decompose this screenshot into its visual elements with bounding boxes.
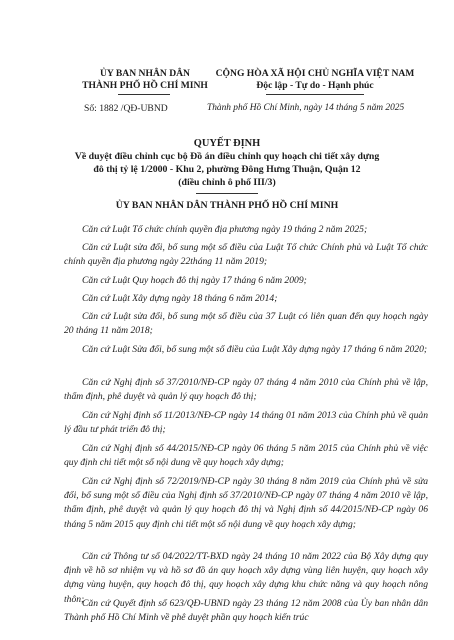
decision-subject-line-1: Về duyệt điều chỉnh cục bộ Đồ án điều chỉnh quy hoạch chi tiết xây dựng <box>74 151 380 162</box>
title-underline <box>196 193 258 194</box>
recital: Căn cứ Luật Xây dựng ngày 18 tháng 6 năm 2014; <box>82 293 278 304</box>
national-motto: Độc lập - Tự do - Hạnh phúc <box>256 80 374 91</box>
recital: Căn cứ Quyết định số 623/QĐ-UBND ngày 23 tháng 12 năm 2008 của Ủy ban nhân dân Thành phố Hồ Chí Minh về phê duyệt phần quy hoạch kiến trúc <box>64 598 428 624</box>
recital: Căn cứ Luật Tổ chức chính quyền địa phương ngày 19 tháng 2 năm 2025; <box>82 224 368 235</box>
recital: Căn cứ Luật sửa đổi, bổ sung một số điều của 37 Luật có liên quan đến quy hoạch ngày 20 tháng 11 năm 2018; <box>64 311 428 337</box>
recital: Căn cứ Luật sửa đổi, bổ sung một số điều của Luật Tổ chức Chính phủ và Luật Tổ chức chính quyền địa phương ngày 22tháng 11 năm 2019; <box>64 242 428 268</box>
motto-underline <box>266 94 364 95</box>
issue-date: Thành phố Hồ Chí Minh, ngày 14 tháng 5 năm 2025 <box>207 103 405 113</box>
issuing-authority: ỦY BAN NHÂN DÂN THÀNH PHỐ HỒ CHÍ MINH <box>115 200 339 211</box>
recital: Căn cứ Nghị định số 37/2010/NĐ-CP ngày 07 tháng 4 năm 2010 của Chính phủ về lập, thẩm định, phê duyệt và quản lý quy hoạch đô thị; <box>64 377 428 403</box>
recital: Căn cứ Nghị định số 72/2019/NĐ-CP ngày 30 tháng 8 năm 2019 của Chính phủ về sửa đổi, bổ sung một số điều của Nghị định số 37/2010/NĐ-CP ngày 07 tháng 4 năm 2010 về lập, thẩm định, phê duyệt và quản lý quy hoạch đô thị và Nghị định số 44/2015/NĐ-CP ngày 06 tháng 5 năm 2015 quy định chi tiết một số nội dung về quy hoạch xây dựng; <box>64 476 428 530</box>
decision-subject-line-2: đô thị tỷ lệ 1/2000 - Khu 2, phường Đông Hưng Thuận, Quận 12 <box>93 164 361 175</box>
issuer-line-2: THÀNH PHỐ HỒ CHÍ MINH <box>82 80 208 91</box>
recital: Căn cứ Luật Sửa đổi, bổ sung một số điều của Luật Xây dựng ngày 17 tháng 6 năm 2020; <box>82 344 428 355</box>
recital: Căn cứ Nghị định số 11/2013/NĐ-CP ngày 14 tháng 01 năm 2013 của Chính phủ về quản lý đầu tư phát triển đô thị; <box>64 410 428 436</box>
document-number: Số: 1882 /QĐ-UBND <box>84 103 168 114</box>
issuer-line-1: ỦY BAN NHÂN DÂN <box>100 68 190 79</box>
decision-heading: QUYẾT ĐỊNH <box>193 138 261 149</box>
recital: Căn cứ Thông tư số 04/2022/TT-BXD ngày 24 tháng 10 năm 2022 của Bộ Xây dựng quy định về hồ sơ nhiệm vụ và hồ sơ đồ án quy hoạch xây dựng vùng liên huyện, quy hoạch xây dựng vùng huyện, quy hoạch đô thị, quy hoạch xây dựng khu chức năng và quy hoạch nông thôn; <box>64 551 428 605</box>
recital: Căn cứ Luật Quy hoạch đô thị ngày 17 tháng 6 năm 2009; <box>82 275 307 286</box>
recital: Căn cứ Nghị định số 44/2015/NĐ-CP ngày 06 tháng 5 năm 2015 của Chính phủ về việc quy định chi tiết một số nội dung về quy hoạch xây dựng; <box>64 443 428 469</box>
decision-subject-line-3: (điều chỉnh ô phố III/3) <box>178 177 276 188</box>
issuer-underline <box>118 94 170 95</box>
national-title: CỘNG HÒA XÃ HỘI CHỦ NGHĨA VIỆT NAM <box>215 68 415 79</box>
